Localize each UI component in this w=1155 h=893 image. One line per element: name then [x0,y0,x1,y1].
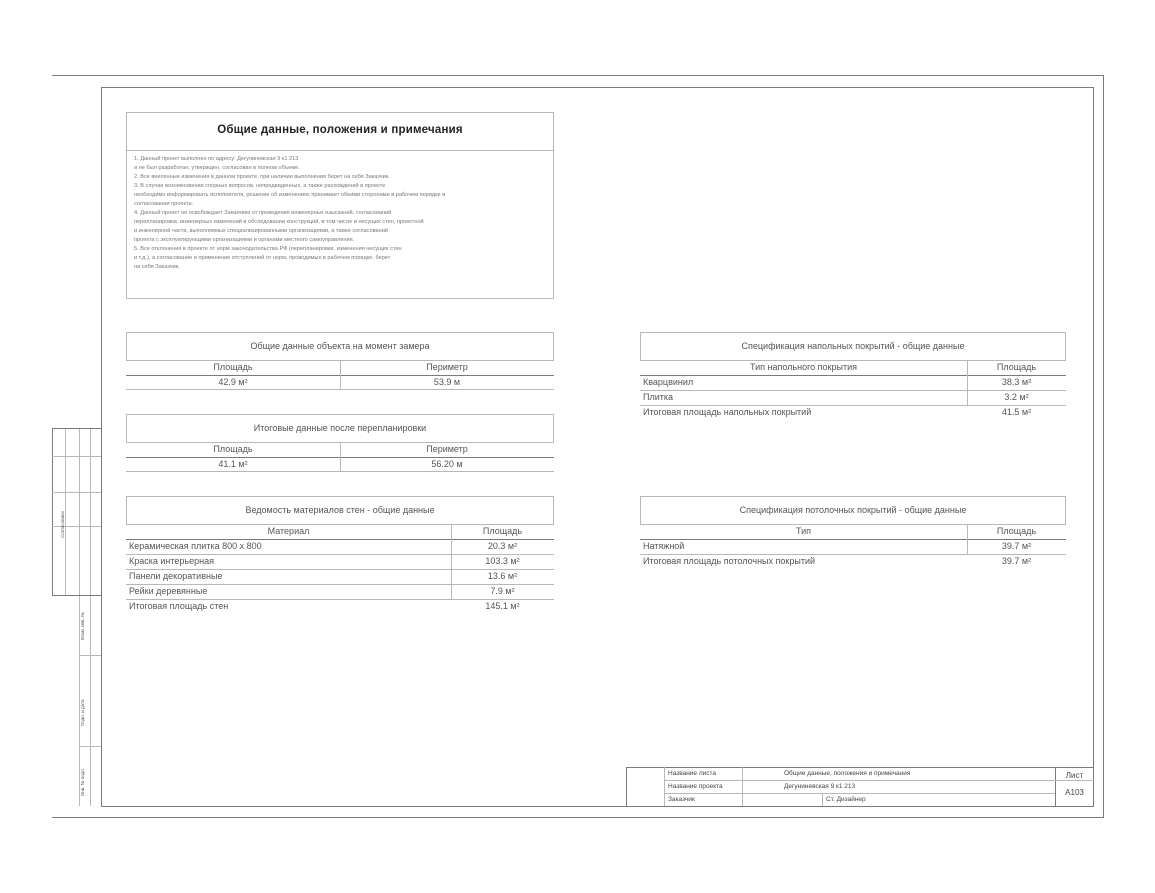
notes-title: Общие данные, положения и примечания [217,124,463,136]
notes-text [134,155,548,272]
side-stamp-label: Инв. № подл. [80,767,85,796]
column-header: Площадь [482,526,523,536]
table-cell: 56.20 м [431,459,463,469]
column-header: Площадь [996,526,1037,536]
frame-top [101,87,1094,88]
table-cell: 3.2 м² [1004,392,1029,402]
table-cell: 20.3 м² [487,541,518,551]
note-line: 4. Данный проект не освобождает Заказчика от проведения инженерных изысканий, согласований [134,210,392,216]
column-header: Площадь [213,444,253,454]
column-header: Площадь [996,362,1037,372]
object-data-table [126,332,554,390]
table-cell: 13.6 м² [487,571,518,581]
note-line: и не был разработан, утвержден, согласован в полном объеме. [134,165,300,171]
note-line: проекта с эксплуатирующими организациями и органами местного самоуправления. [134,237,355,243]
table-cell: Итоговая площадь напольных покрытий [643,407,812,417]
table-title: Ведомость материалов стен - общие данные [245,505,435,515]
table-title: Спецификация напольных покрытий - общие данные [741,341,965,351]
sheet-name-value: Общие данные, положения и примечания [784,770,911,777]
column-header: Тип [795,526,811,536]
frame-right [1093,87,1094,806]
table-cell: 39.7 м² [1001,556,1032,566]
note-line: 3. В случае возникновения спорных вопросов, непредвиденных, а также расхождений в проекте [134,183,386,189]
table-cell: Рейки деревянные [129,586,208,596]
note-line: 1. Данный проект выполнен по адресу: Дегуниневская 9 к1 213 [134,156,299,162]
table-title: Общие данные объекта на момент замера [250,341,430,351]
table-cell: 7.9 м² [490,586,515,596]
project-name-label: Название проекта [668,783,723,790]
table-cell: 103.3 м² [485,556,520,566]
designer-value: Ст. Дизайнер [826,796,866,803]
table-cell: 41.1 м² [218,459,248,469]
ceilings-table [640,496,1066,572]
note-line: на себя Заказчик. [134,264,180,270]
note-line: перепланировки, инженерных изменений в обследовании конструкций, в том числе и несущих стен, проектной [134,219,424,225]
table-cell: Кварцвинил [643,377,694,387]
side-stamp-label: Согласовано [60,510,65,538]
note-line: необходимо информировать исполнителя, решение об изменениях принимает обеими сторонами в рабочем порядке в [134,192,446,198]
title-block [626,767,1094,806]
table-cell: Краска интерьерная [129,556,214,566]
notes-block [126,112,554,298]
table-cell: Плитка [643,392,674,402]
side-stamp-label: Подп. и дата [80,699,85,726]
note-line: 5. Все отклонения в проекте от норм законодательства РФ (перепланировки, изменения несущих стен [134,246,402,252]
table-cell: 42.9 м² [218,377,248,387]
project-name-value: Дегуниневская 9 к1 213 [784,783,856,790]
column-header: Материал [267,526,310,536]
floors-table [640,332,1066,422]
table-title: Спецификация потолочных покрытий - общие данные [739,505,967,515]
table-cell: Панели декоративные [129,571,223,581]
note-line: и т.д.), а согласование и применение отступлений от норм, проводимых в рабочем порядке, берет [134,255,391,261]
column-header: Периметр [426,444,468,454]
sheet-number: А103 [1065,788,1084,797]
client-label: Заказчик [668,796,695,803]
note-line: и инженерной части, выполняемых специализированными организациями, а также согласований [134,228,388,234]
side-stamp-label: Взам. инв. № [80,612,85,640]
side-stamp [52,428,101,806]
sheet-bottom-edge [52,817,1104,818]
after-replan-table [126,414,554,472]
column-header: Периметр [426,362,468,372]
frame-bottom [101,806,1094,807]
column-header: Площадь [213,362,253,372]
table-cell: Итоговая площадь потолочных покрытий [643,556,815,566]
note-line: 2. Все внесенные изменения в данном проекте, при наличии выполнения берет на себя Заказчик. [134,174,390,180]
table-title: Итоговые данные после перепланировки [253,423,427,433]
walls-table [126,496,554,616]
table-cell: 145.1 м² [485,601,520,611]
table-cell: Керамическая плитка 800 х 800 [129,541,262,551]
table-cell: Натяжной [643,541,685,551]
sheet-right-edge [1103,75,1104,817]
sheet-top-edge [52,75,1104,76]
table-cell: 41.5 м² [1001,407,1032,417]
sheet-name-label: Название листа [668,770,717,777]
table-cell: Итоговая площадь стен [129,601,229,611]
table-cell: 38.3 м² [1001,377,1032,387]
note-line: согласовании проекта. [134,201,194,207]
column-header: Тип напольного покрытия [750,362,857,372]
sheet-label: Лист [1065,771,1084,780]
table-cell: 53.9 м [433,377,461,387]
frame-left [101,87,102,806]
table-cell: 39.7 м² [1001,541,1032,551]
